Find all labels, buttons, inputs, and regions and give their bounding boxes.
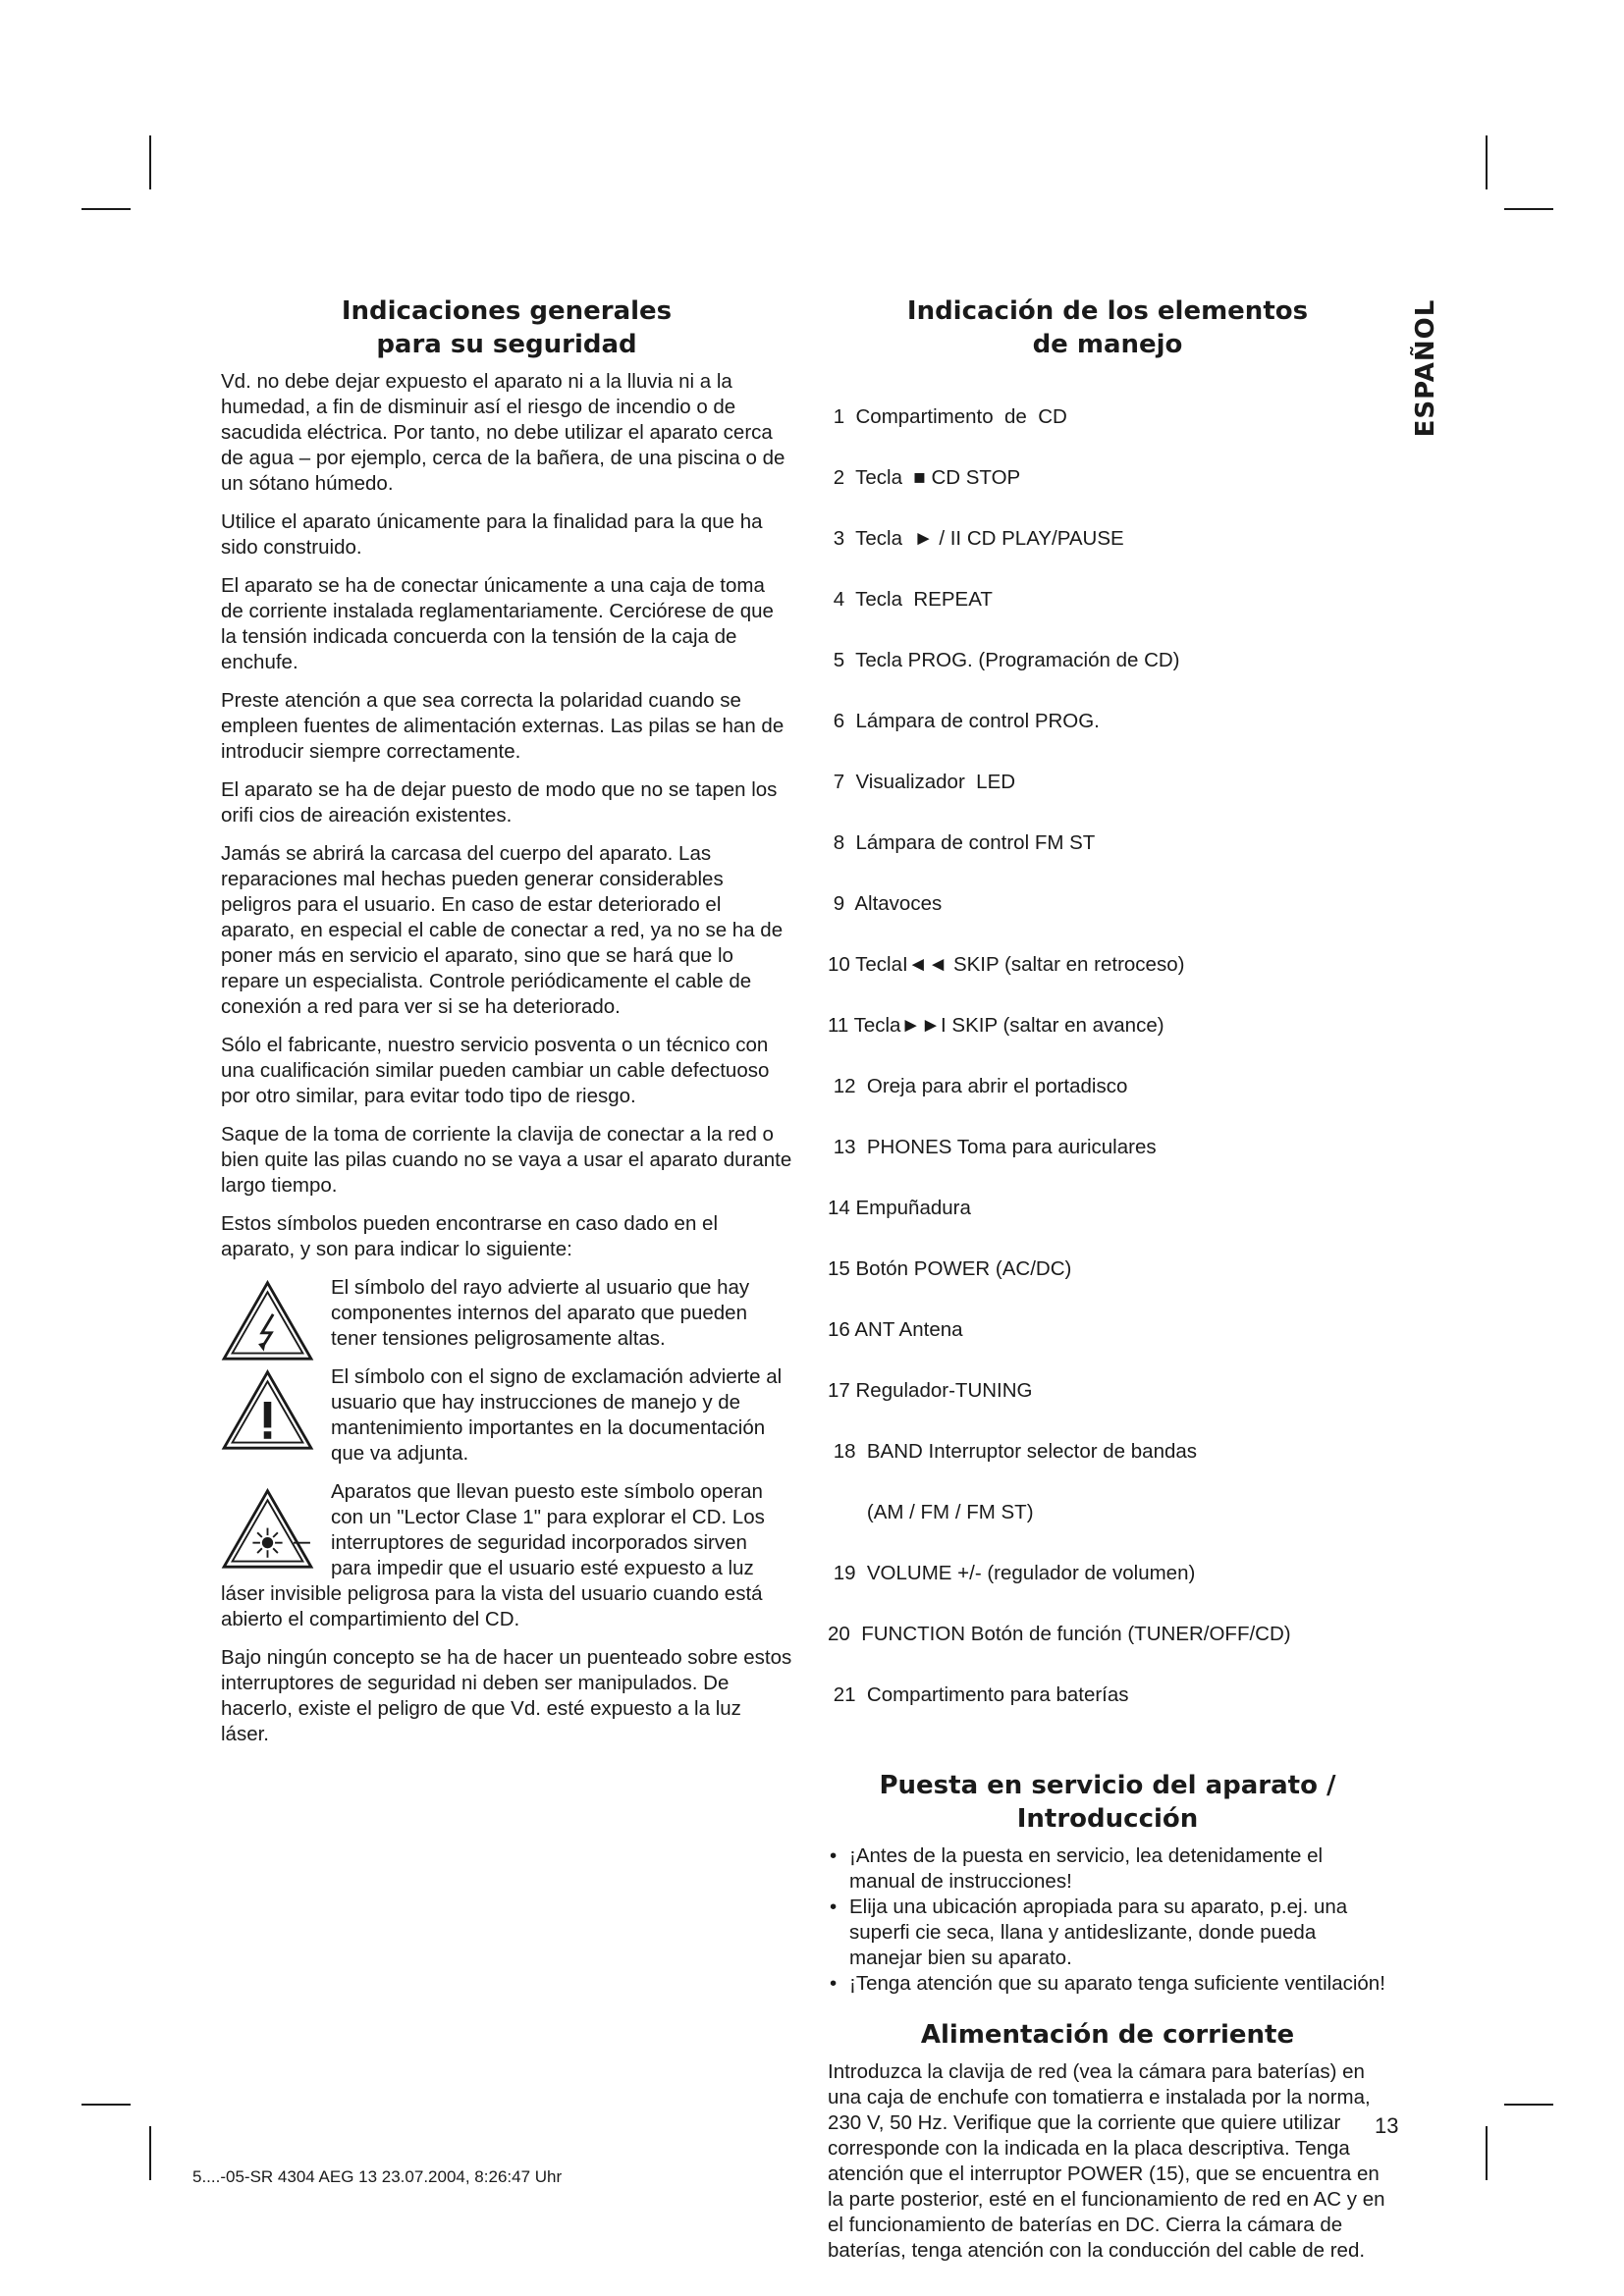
safety-heading — [221, 294, 792, 361]
safety-paragraph: Preste atención a que sea correcta la polaridad cuando se empleen fuentes de alimentación externas. Las pilas se han de introducir siempre correctamente. — [221, 689, 785, 763]
exclamation-warning-icon — [221, 1368, 314, 1452]
setup-bullets — [828, 1843, 1387, 1997]
language-tab-label: ESPAÑOL — [1411, 298, 1440, 438]
safety-final-paragraph: Bajo ningún concepto se ha de hacer un puenteado sobre estos interruptores de seguridad ni deben ser manipulados. De hacerlo, existe el peligro de que Vd. esté expuesto a la luz láser. — [221, 1646, 792, 1745]
safety-paragraph: Sólo el fabricante, nuestro servicio posventa o un técnico con una cualificación similar pueden cambiar un cable defectuoso por otro similar, para evitar todo tipo de riesgo. — [221, 1034, 770, 1107]
controls-list-item: 11 Tecla►►I SKIP (saltar en avance) — [828, 1014, 1164, 1037]
controls-list-item: 15 Botón POWER (AC/DC) — [828, 1257, 1072, 1280]
controls-list — [828, 369, 1387, 1743]
controls-list-item: 8 Lámpara de control FM ST — [828, 831, 1096, 854]
controls-heading-line-2: de manejo — [1032, 330, 1183, 359]
safety-paragraph: El aparato se ha de dejar puesto de modo que no se tapen los orifi cios de aireación existentes. — [221, 778, 778, 827]
controls-list-item: 19 VOLUME +/- (regulador de volumen) — [828, 1562, 1196, 1584]
crop-mark-bottom-right-horizontal — [1504, 2104, 1553, 2106]
controls-list-item: 4 Tecla REPEAT — [828, 588, 993, 611]
laser-symbol-block — [221, 1479, 792, 1632]
controls-heading — [828, 294, 1387, 361]
crop-mark-bottom-left-vertical — [149, 2126, 151, 2180]
lightning-warning-icon — [221, 1279, 314, 1362]
lightning-symbol-block — [221, 1275, 792, 1352]
safety-column — [221, 294, 792, 1760]
controls-list-item: 14 Empuñadura — [828, 1197, 971, 1219]
controls-list-item: 10 TeclaI◄◄ SKIP (saltar en retroceso) — [828, 953, 1185, 976]
controls-list-item: 5 Tecla PROG. (Programación de CD) — [828, 649, 1180, 671]
controls-list-item: 20 FUNCTION Botón de función (TUNER/OFF/CD) — [828, 1623, 1291, 1645]
crop-mark-top-right-vertical — [1486, 135, 1488, 189]
controls-list-item: 3 Tecla ► / II CD PLAY/PAUSE — [828, 527, 1124, 550]
safety-paragraph: Saque de la toma de corriente la clavija de conectar a la red o bien quite las pilas cuando no se vaya a usar el aparato durante largo tiempo. — [221, 1123, 792, 1197]
setup-bullet: • ¡Tenga atención que su aparato tenga suficiente ventilación! — [828, 1971, 1387, 1997]
laser-symbol-text: Aparatos que llevan puesto este símbolo operan con un "Lector Clase 1" para explorar el CD. Los interruptores de seguridad incorporados sirven para impedir que el usuario esté expuesto a luz láser invisible peligrosa para la vista del usuario cuando está abierto el compartimiento del CD. — [221, 1480, 765, 1630]
controls-list-item: 7 Visualizador LED — [828, 771, 1016, 793]
safety-heading-line-1: Indicaciones generales — [341, 296, 673, 326]
controls-heading-line-1: Indicación de los elementos — [906, 296, 1309, 326]
controls-column — [828, 294, 1387, 2276]
print-footer: 5....-05-SR 4304 AEG 13 23.07.2004, 8:26:47 Uhr — [192, 2167, 563, 2186]
safety-paragraph: Utilice el aparato únicamente para la finalidad para la que ha sido construido. — [221, 510, 763, 559]
controls-list-item: 16 ANT Antena — [828, 1318, 963, 1341]
laser-warning-icon — [221, 1487, 314, 1571]
safety-heading-line-2: para su seguridad — [376, 330, 637, 359]
lightning-symbol-text: El símbolo del rayo advierte al usuario que hay componentes internos del aparato que pueden tener tensiones peligrosamente altas. — [331, 1276, 750, 1350]
controls-list-item: 12 Oreja para abrir el portadisco — [828, 1075, 1128, 1097]
safety-paragraph: Vd. no debe dejar expuesto el aparato ni a la lluvia ni a la humedad, a fin de disminuir así el riesgo de incendio o de sacudida eléctrica. Por tanto, no debe utilizar el aparato cerca de agua – por ejemplo, cerca de la bañera, de una piscina o de un sótano húmedo. — [221, 370, 785, 495]
setup-bullet: • ¡Antes de la puesta en servicio, lea detenidamente el manual de instrucciones! — [828, 1843, 1387, 1895]
setup-heading-line-1: Puesta en servicio del aparato / — [879, 1771, 1336, 1800]
exclamation-symbol-block — [221, 1364, 792, 1467]
controls-list-item: 18 BAND Interruptor selector de bandas — [828, 1440, 1198, 1463]
controls-list-item: 17 Regulador-TUNING — [828, 1379, 1033, 1402]
symbols-intro: Estos símbolos pueden encontrarse en caso dado en el aparato, y son para indicar lo siguiente: — [221, 1212, 718, 1260]
controls-list-item: (AM / FM / FM ST) — [828, 1501, 1034, 1523]
exclamation-symbol-text: El símbolo con el signo de exclamación advierte al usuario que hay instrucciones de manejo y de mantenimiento importantes en la documentación que va adjunta. — [331, 1365, 783, 1465]
crop-mark-top-right-horizontal — [1504, 208, 1553, 210]
crop-mark-top-left-vertical — [149, 135, 151, 189]
controls-list-item: 6 Lámpara de control PROG. — [828, 710, 1100, 732]
controls-list-item: 2 Tecla ■ CD STOP — [828, 466, 1021, 489]
controls-list-item: 1 Compartimento de CD — [828, 405, 1067, 428]
safety-paragraph: El aparato se ha de conectar únicamente a una caja de toma de corriente instalada reglamentariamente. Cerciórese de que la tensión indicada concuerda con la tensión de la caja de enchufe. — [221, 574, 774, 673]
crop-mark-bottom-left-horizontal — [81, 2104, 131, 2106]
setup-heading-line-2: Introducción — [1016, 1804, 1199, 1834]
controls-list-item: 9 Altavoces — [828, 892, 943, 915]
controls-list-item: 21 Compartimento para baterías — [828, 1683, 1129, 1706]
crop-mark-top-left-horizontal — [81, 208, 131, 210]
crop-mark-bottom-right-vertical — [1486, 2126, 1488, 2180]
power-paragraph: Introduzca la clavija de red (vea la cámara para baterías) en una caja de enchufe con tomatierra e instalada por la norma, 230 V, 50 Hz. Verifique que la corriente que quiere utilizar corresponde con la indicada en la placa descriptiva. Tenga atención que el interruptor POWER (15), que se encuentra en la parte posterior, esté en el funcionamiento de red en AC y en el funcionamiento de baterías en DC. Cierra la cámara de baterías, tenga atención con la conducción del cable de red. — [828, 2060, 1385, 2262]
setup-bullet: • Elija una ubicación apropiada para su aparato, p.ej. una superfi cie seca, llana y antideslizante, donde pueda manejar bien su aparato. — [828, 1895, 1387, 1971]
safety-paragraph: Jamás se abrirá la carcasa del cuerpo del aparato. Las reparaciones mal hechas pueden generar considerables peligros para el usuario. En caso de estar deteriorado el aparato, en especial el cable de conectar a red, ya no se ha de poner más en servicio el aparato, sino que se hará que lo repare un especialista. Controle periódicamente el cable de conexión a red para ver si se ha deteriorado. — [221, 842, 784, 1018]
power-heading: Alimentación de corriente — [920, 2020, 1295, 2050]
page-number: 13 — [1375, 2113, 1399, 2138]
language-tab — [1406, 290, 1445, 447]
setup-heading — [828, 1769, 1387, 1836]
controls-list-item: 13 PHONES Toma para auriculares — [828, 1136, 1157, 1158]
